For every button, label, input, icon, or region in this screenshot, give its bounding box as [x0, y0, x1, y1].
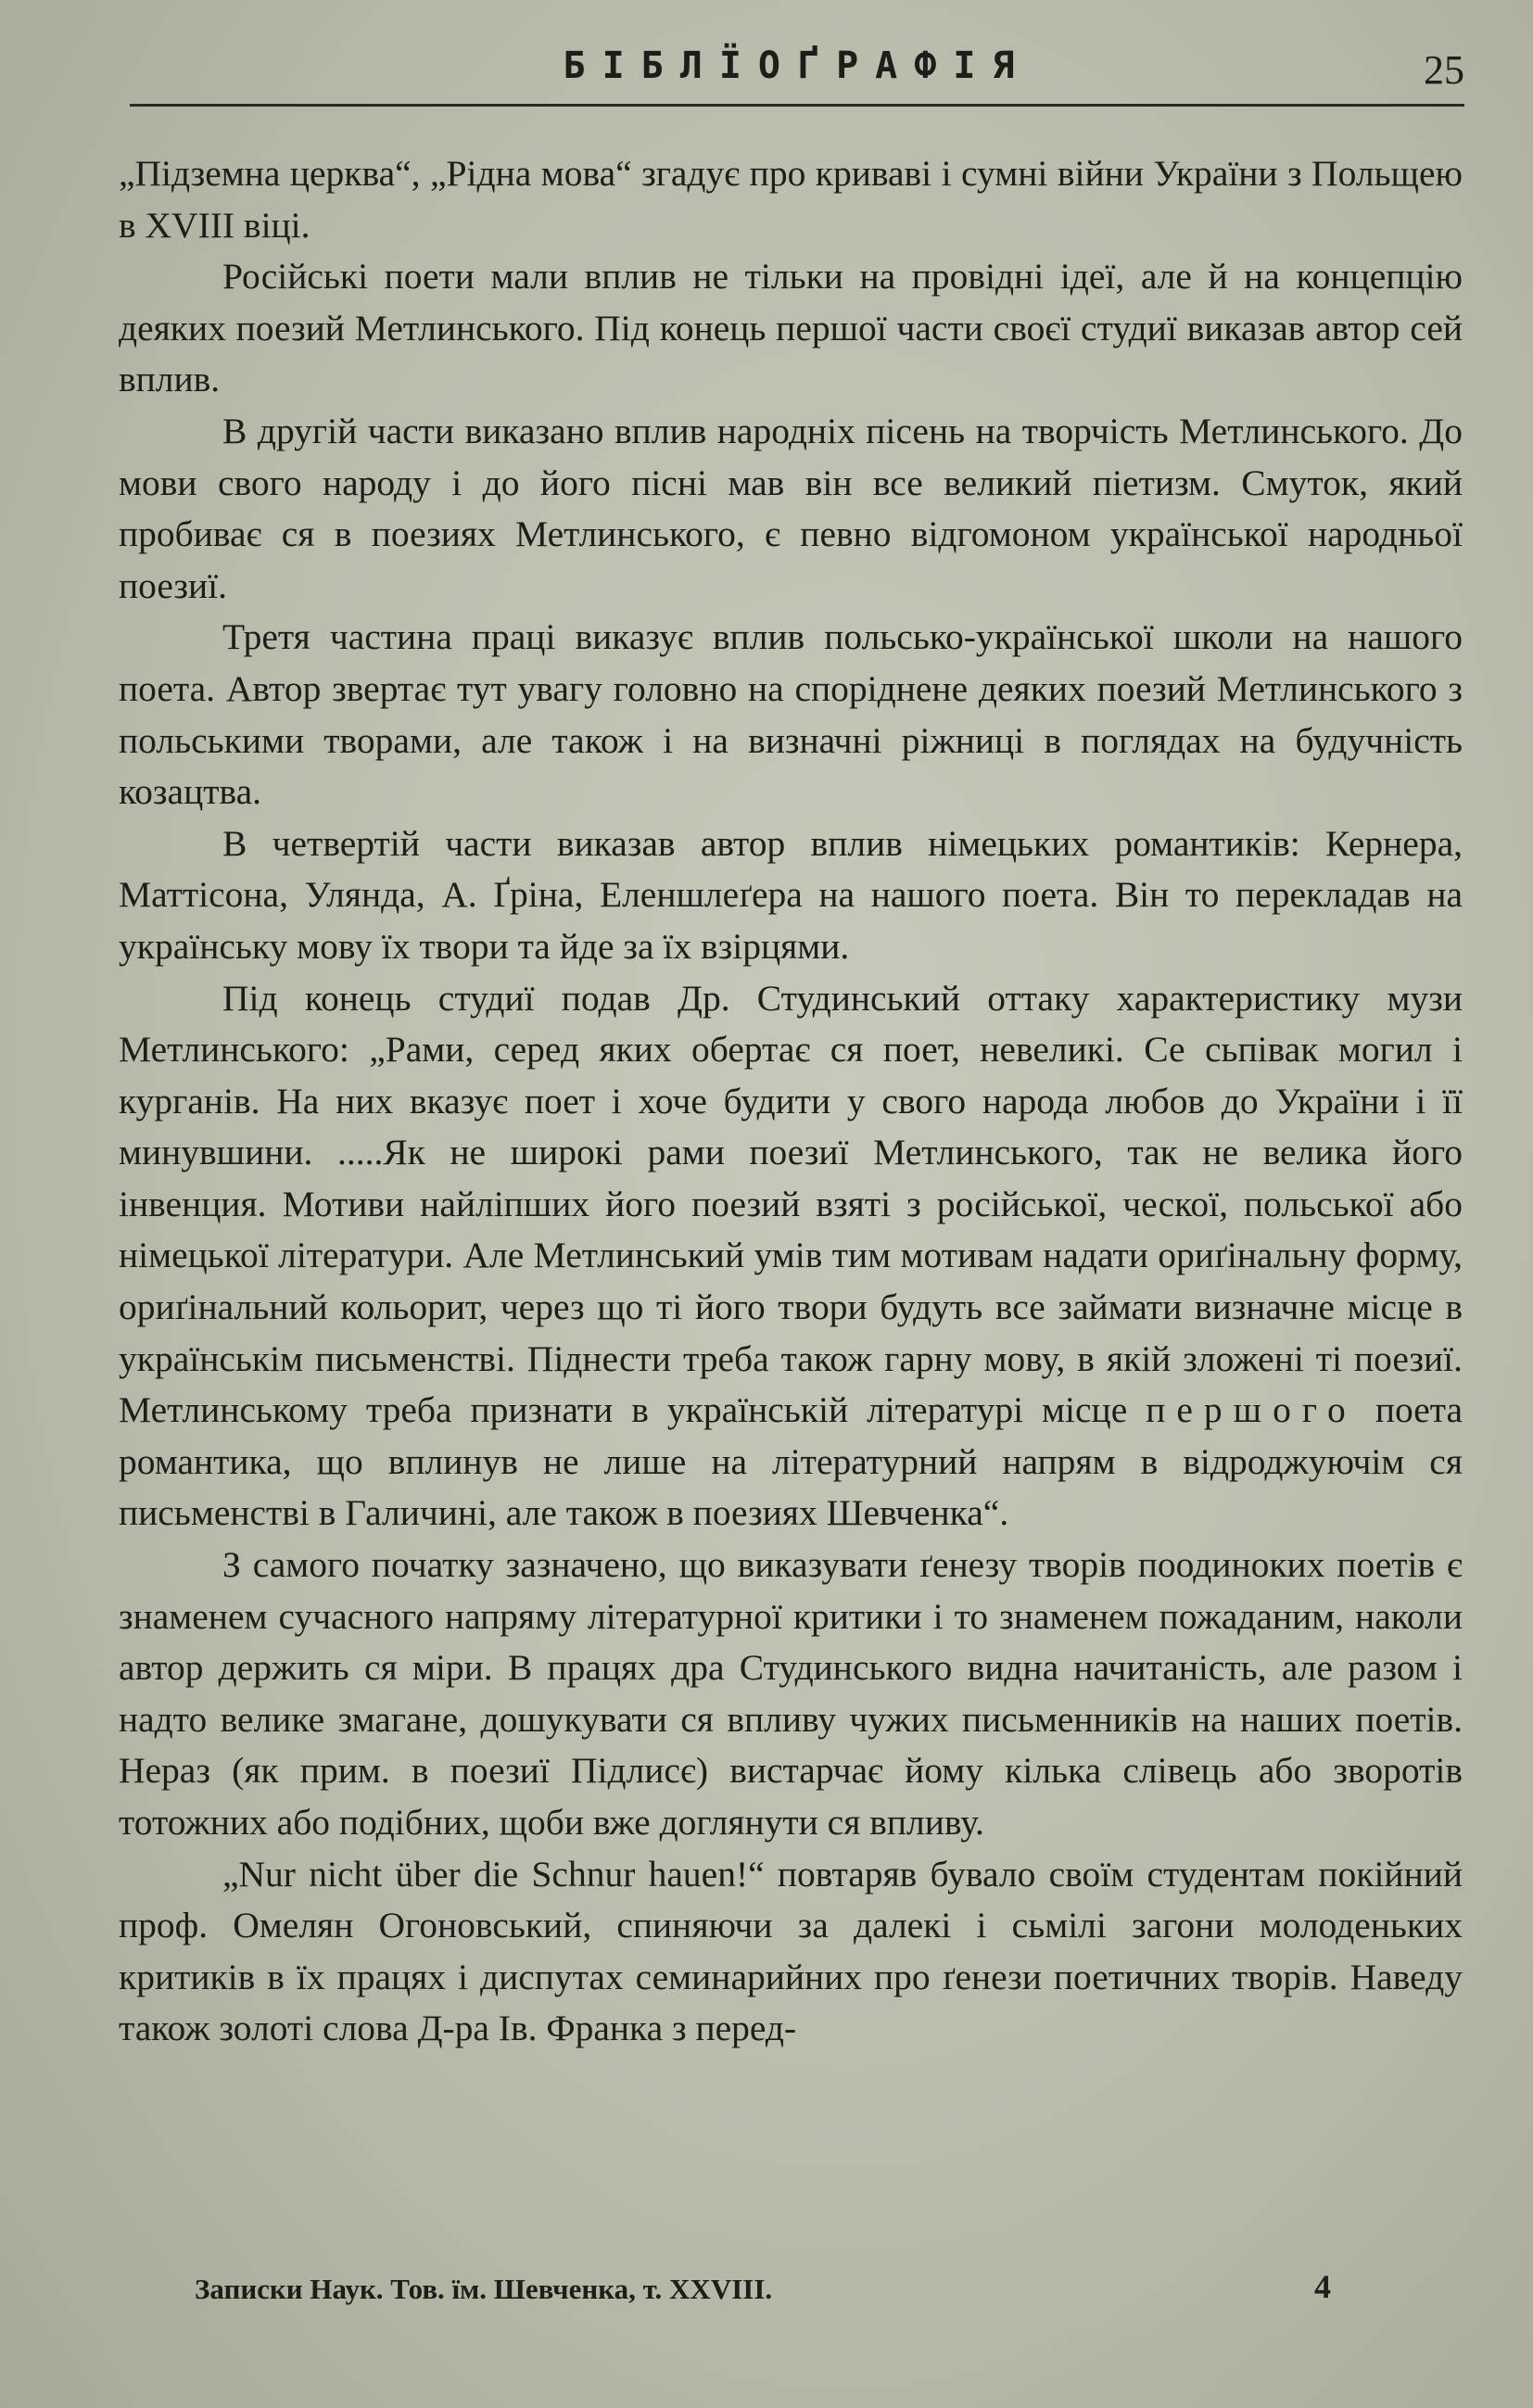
header-rule [130, 104, 1464, 107]
paragraph [119, 973, 1463, 1540]
paragraph: З самого початку зазначено, що виказувати ґенезу творів поодиноких поетів є знаменем сучасного напряму літературної критики і то знаменем пожаданим, наколи автор держить ся міри. В працях дра Студинського видна начитаність, але разом і надто велике змагане, дошукувати ся впливу чужих письменників на наших поетів. Нераз (як прим. в поезиї Підлисє) вистарчає йому кілька слівець або зворотів тотожних або подібних, щоби вже доглянути ся впливу. [119, 1544, 1463, 1843]
paragraph: Третя частина праці виказує вплив польсько-української школи на нашого поета. Автор звертає тут увагу головно на споріднене деяких поезий Метлинського з польськими творами, але також і на визначні ріжниці в поглядах на будучність козацтва. [119, 616, 1463, 813]
page-title: БІБЛЇОҐРАФІЯ [563, 44, 1032, 87]
paragraph: „Nur nicht über die Schnur hauen!“ повтаряв бувало своїм студентам покійний проф. Омелян Огоновський, спиняючи за далекі і сьмілі загони молоденьких критиків в їх працях і диспутах семинарийних про ґенези поетичних творів. Наведу також золоті слова Д-ра Ів. Франка з перед- [119, 1853, 1463, 2049]
body-text [119, 148, 1463, 2055]
paragraph-text: Під конець студиї подав Др. Студинський оттаку характеристику музи Метлинського: „Рами, серед яких обертає ся поет, невеликі. Се сьпівак могил і курганів. На них вказує поет і хоче будити у свого народа любов до України і її минувшини. .....Як не широкі рами поезиї Метлинського, так не велика його інвенция. Мотиви найліпших його поезий взяті з російської, ческої, польської або німецької літератури. Але Метлинський умів тим мотивам надати ориґінальну форму, ориґінальний кольорит, через що ті його твори будуть все займати визначне місце в українськім письменстві. Піднести треба також гарну мову, в якій зложені ті поезиї. Метлинському треба признати в українській літературі місце [119, 977, 1463, 1431]
paragraph: В другій части виказано вплив народніх пісень на творчість Метлинського. До мови свого народу і до його пісні мав він все великий піетизм. Смуток, який пробиває ся в поезиях Метлинського, є певно відгомоном української народньої поезиї. [119, 410, 1463, 606]
signature-mark: 4 [1314, 2268, 1331, 2305]
paragraph: Російські поети мали вплив не тільки на провідні ідеї, але й на концепцію деяких поезий Метлинського. Під конець першої части своєї студиї виказав автор сей вплив. [119, 256, 1463, 400]
footer-journal: Записки Наук. Тов. їм. Шевченка, т. XXVIII. [195, 2273, 773, 2305]
paragraph-text: поета романтика, що вплинув не лише на літературний напрям в відроджуючім ся письменстві в Галичині, але також в поезиях Шевченка“. [119, 1389, 1463, 1534]
paragraph: „Підземна церква“, „Рідна мова“ згадує про криваві і сумні війни України з Польщею в XVIII віці. [119, 153, 1463, 246]
emphasized-word: першого [1146, 1389, 1357, 1431]
running-head [130, 37, 1464, 104]
page-number: 25 [1424, 47, 1464, 93]
paragraph: В четвертій части виказав автор вплив німецьких романтиків: Кернера, Маттісона, Улянда, А. Ґріна, Еленшлеґера на нашого поета. Він то перекладав на українську мову їх твори та йде за їх взірцями. [119, 822, 1463, 967]
